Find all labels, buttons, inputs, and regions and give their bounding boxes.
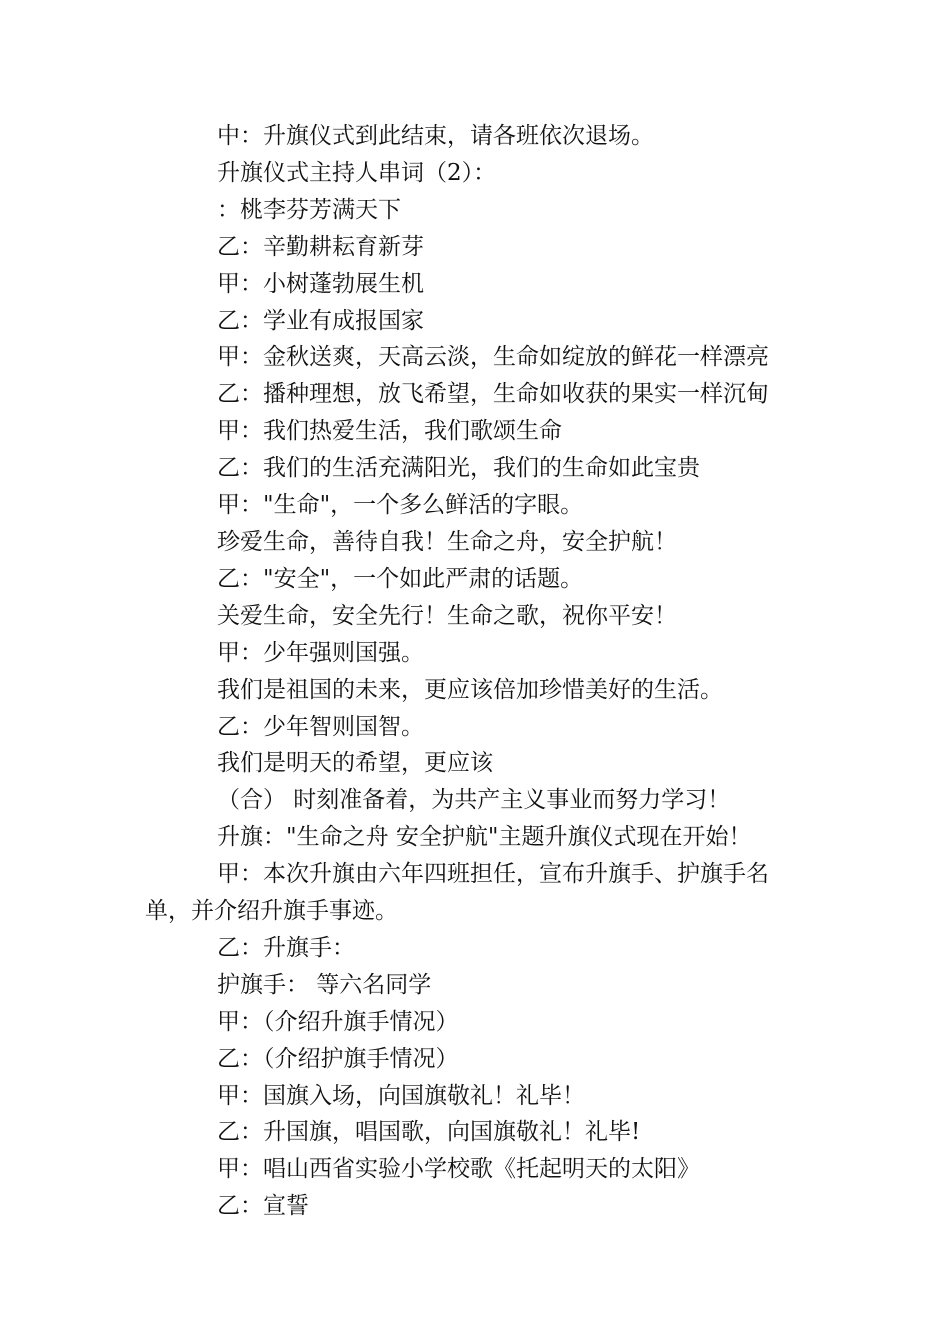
paragraph: 乙：升旗手：	[217, 934, 355, 961]
paragraph: 甲：唱山西省实验小学校歌《托起明天的太阳》	[217, 1156, 700, 1183]
paragraph: 乙：升国旗，唱国歌，向国旗敬礼！礼毕!	[217, 1119, 641, 1146]
paragraph: 关爱生命，安全先行！生命之歌，祝你平安！	[217, 602, 677, 629]
paragraph: 中：升旗仪式到此结束，请各班依次退场。	[217, 123, 654, 149]
paragraph: ：桃李芬芳满天下	[217, 196, 401, 223]
paragraph: 乙：少年智则国智。	[217, 713, 424, 740]
paragraph: 甲："生命"，一个多么鲜活的字眼。	[217, 492, 584, 519]
paragraph: 乙："安全"，一个如此严肃的话题。	[217, 565, 584, 592]
paragraph: 甲：（介绍升旗手情况）	[217, 1008, 459, 1035]
paragraph: （合） 时刻准备着，为共产主义事业而努力学习！	[217, 787, 731, 814]
paragraph: 升旗："生命之舟 安全护航"主题升旗仪式现在开始！	[217, 824, 752, 851]
paragraph: 升旗仪式主持人串词（2）：	[217, 159, 497, 186]
paragraph: 乙：辛勤耕耘育新芽	[217, 233, 424, 260]
paragraph: 甲：国旗入场，向国旗敬礼！礼毕！	[217, 1082, 585, 1109]
paragraph: 乙：播种理想，放飞希望，生命如收获的果实一样沉甸	[217, 381, 769, 408]
paragraph: 甲：本次升旗由六年四班担任，宣布升旗手、护旗手名单，并介绍升旗手事迹。	[145, 861, 769, 925]
paragraph: 我们是明天的希望，更应该	[217, 750, 493, 777]
paragraph: 甲：我们热爱生活，我们歌颂生命	[217, 418, 562, 445]
paragraph: 乙：我们的生活充满阳光，我们的生命如此宝贵	[217, 455, 700, 482]
paragraph: 乙：宣誓	[217, 1193, 309, 1220]
paragraph: 珍爱生命，善待自我！生命之舟，安全护航！	[217, 528, 677, 555]
paragraph: 甲：小树蓬勃展生机	[217, 270, 424, 297]
paragraph: 乙：（介绍护旗手情况）	[217, 1045, 459, 1072]
paragraph: 护旗手： 等六名同学	[217, 971, 432, 998]
paragraph: 我们是祖国的未来，更应该倍加珍惜美好的生活。	[217, 676, 723, 703]
paragraph: 甲：少年强则国强。	[217, 639, 424, 666]
paragraph: 乙：学业有成报国家	[217, 307, 424, 334]
paragraph: 甲：金秋送爽，天高云淡，生命如绽放的鲜花一样漂亮	[217, 344, 769, 371]
document-body	[145, 118, 805, 1225]
